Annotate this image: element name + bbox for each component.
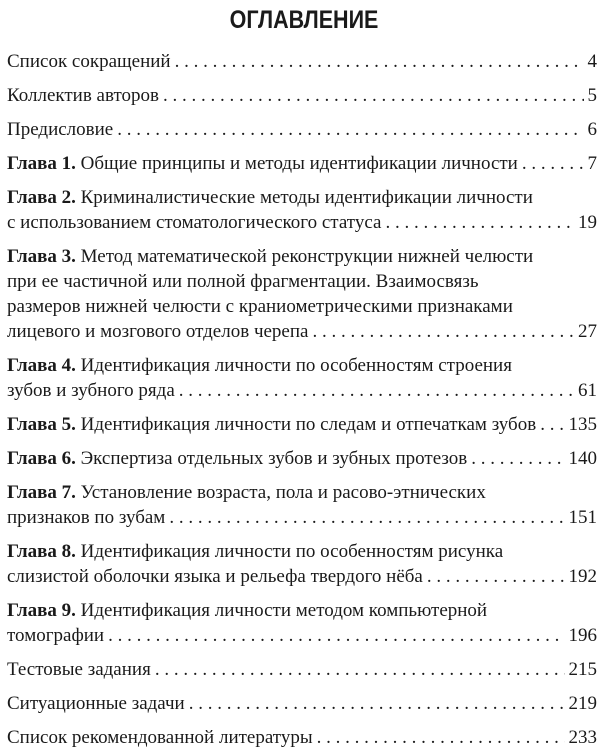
page-number: 140 [568, 448, 597, 469]
dot-leader [471, 446, 564, 471]
page-number: 192 [568, 566, 597, 587]
entry-title-continued: с использованием стоматологического статуса [7, 212, 382, 233]
chapter-label: Глава 3. [7, 246, 76, 267]
entry-title: Идентификация личности методом компьютерной [80, 600, 488, 621]
page-number: 233 [568, 727, 597, 748]
table-of-contents [7, 49, 597, 750]
entry-title: Идентификация личности по следам и отпечаткам зубов [80, 414, 537, 435]
dot-leader [189, 691, 565, 716]
toc-entry[interactable] [7, 49, 597, 74]
dot-leader [385, 210, 574, 235]
entry-title: Идентификация личности по особенностям рисунка [80, 541, 504, 562]
page-number: 19 [578, 212, 597, 233]
dot-leader [317, 725, 565, 750]
entry-title: Список рекомендованной литературы [7, 727, 313, 748]
entry-title-continued: слизистой оболочки языка и рельефа твердого нёба [7, 566, 423, 587]
page-number: 61 [578, 380, 597, 401]
page-number: 151 [568, 507, 597, 528]
entry-title-continued: признаков по зубам [7, 507, 166, 528]
toc-entry[interactable] [7, 244, 597, 344]
page-number: 196 [568, 625, 597, 646]
toc-entry[interactable] [7, 353, 597, 403]
dot-leader [540, 412, 564, 437]
entry-title: Тестовые задания [7, 659, 151, 680]
page-number: 135 [568, 414, 597, 435]
chapter-label: Глава 1. [7, 153, 76, 174]
chapter-label: Глава 4. [7, 355, 76, 376]
entry-title: Метод математической реконструкции нижней челюсти [80, 246, 534, 267]
page-number: 4 [587, 51, 597, 72]
dot-leader [427, 564, 565, 589]
page-number: 27 [578, 321, 597, 342]
entry-title: Коллектив авторов [7, 85, 159, 106]
entry-title-continued: зубов и зубного ряда [7, 380, 175, 401]
dot-leader [155, 657, 565, 682]
entry-title: Идентификация личности по особенностям строения [80, 355, 512, 376]
page-number: 215 [568, 659, 597, 680]
dot-leader [522, 151, 584, 176]
entry-title-continued: размеров нижней челюсти с краниометрическими признаками [7, 296, 513, 317]
dot-leader [175, 49, 584, 74]
entry-title: Экспертиза отдельных зубов и зубных протезов [80, 448, 468, 469]
dot-leader [312, 319, 574, 344]
toc-entry[interactable] [7, 446, 597, 471]
toc-entry[interactable] [7, 657, 597, 682]
page-title: ОГЛАВЛЕНИЕ [229, 6, 379, 34]
page-number: 6 [587, 119, 597, 140]
entry-title-continued: лицевого и мозгового отделов черепа [7, 321, 309, 342]
chapter-label: Глава 5. [7, 414, 76, 435]
toc-entry[interactable] [7, 117, 597, 142]
entry-title-continued: при ее частичной или полной фрагментации. Взаимосвязь [7, 271, 479, 292]
toc-entry[interactable] [7, 598, 597, 648]
toc-entry[interactable] [7, 480, 597, 530]
entry-title: Список сокращений [7, 51, 171, 72]
entry-title: Ситуационные задачи [7, 693, 185, 714]
chapter-label: Глава 9. [7, 600, 76, 621]
entry-title: Установление возраста, пола и расово-этнических [80, 482, 486, 503]
dot-leader [169, 505, 564, 530]
dot-leader [117, 117, 583, 142]
page-number: 7 [587, 153, 597, 174]
entry-title: Предисловие [7, 119, 114, 140]
page-number: 5 [587, 85, 597, 106]
chapter-label: Глава 7. [7, 482, 76, 503]
entry-title: Общие принципы и методы идентификации личности [80, 153, 518, 174]
dot-leader [179, 378, 574, 403]
toc-entry[interactable] [7, 412, 597, 437]
toc-entry[interactable] [7, 151, 597, 176]
toc-entry[interactable] [7, 725, 597, 750]
toc-entry[interactable] [7, 539, 597, 589]
toc-entry[interactable] [7, 185, 597, 235]
toc-entry[interactable] [7, 83, 597, 108]
chapter-label: Глава 8. [7, 541, 76, 562]
dot-leader [163, 83, 584, 108]
chapter-label: Глава 2. [7, 187, 76, 208]
toc-entry[interactable] [7, 691, 597, 716]
dot-leader [108, 623, 564, 648]
entry-title-continued: томографии [7, 625, 105, 646]
chapter-label: Глава 6. [7, 448, 76, 469]
page-number: 219 [568, 693, 597, 714]
entry-title: Криминалистические методы идентификации личности [80, 187, 533, 208]
